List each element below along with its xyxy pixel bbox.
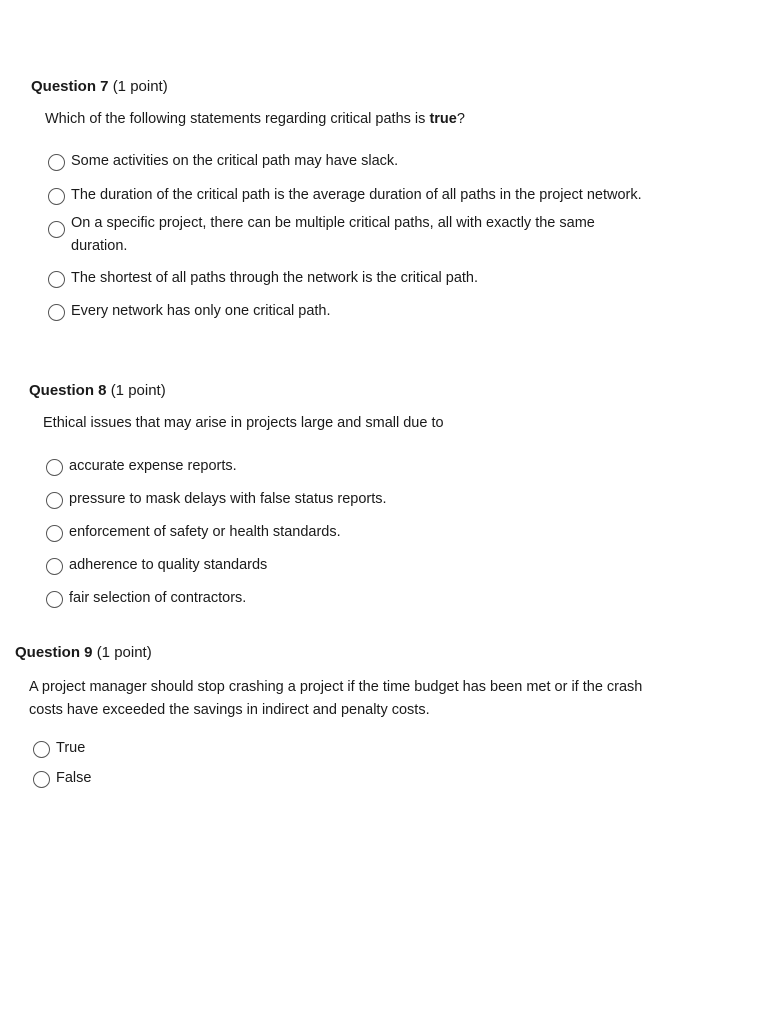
radio-button[interactable] bbox=[33, 771, 50, 788]
option-label: enforcement of safety or health standards. bbox=[69, 524, 341, 540]
option-label: On a specific project, there can be multiple critical paths, all with exactly the same duration. bbox=[71, 215, 595, 254]
radio-button[interactable] bbox=[48, 221, 65, 238]
question-points: (1 point) bbox=[112, 78, 168, 95]
answer-option[interactable] bbox=[46, 587, 746, 610]
question-label: Question 7 bbox=[31, 78, 109, 95]
option-label: The duration of the critical path is the average duration of all paths in the project network. bbox=[71, 187, 642, 203]
option-label: True bbox=[56, 740, 86, 756]
question-8-title bbox=[29, 382, 166, 399]
question-points: (1 point) bbox=[110, 382, 166, 399]
question-7-title bbox=[31, 78, 168, 95]
answer-option[interactable] bbox=[48, 267, 748, 290]
answer-option[interactable] bbox=[33, 737, 233, 760]
question-9-title bbox=[15, 644, 152, 661]
radio-button[interactable] bbox=[33, 741, 50, 758]
answer-option[interactable] bbox=[48, 184, 748, 207]
option-label: fair selection of contractors. bbox=[69, 590, 247, 606]
question-label: Question 9 bbox=[15, 644, 93, 661]
answer-option[interactable] bbox=[46, 521, 746, 544]
option-label: adherence to quality standards bbox=[69, 557, 268, 573]
option-label: False bbox=[56, 770, 92, 786]
answer-option[interactable] bbox=[46, 554, 746, 577]
radio-button[interactable] bbox=[46, 558, 63, 575]
radio-button[interactable] bbox=[46, 525, 63, 542]
answer-option[interactable] bbox=[48, 150, 748, 173]
option-label: pressure to mask delays with false status reports. bbox=[69, 491, 387, 507]
answer-option[interactable] bbox=[46, 488, 746, 511]
option-label: Every network has only one critical path. bbox=[71, 303, 331, 319]
question-8-prompt: Ethical issues that may arise in projects large and small due to bbox=[43, 415, 444, 431]
radio-button[interactable] bbox=[46, 591, 63, 608]
radio-button[interactable] bbox=[46, 492, 63, 509]
radio-button[interactable] bbox=[46, 459, 63, 476]
question-points: (1 point) bbox=[96, 644, 152, 661]
prompt-emphasis: true bbox=[429, 111, 457, 127]
option-label: Some activities on the critical path may have slack. bbox=[71, 153, 399, 169]
radio-button[interactable] bbox=[48, 154, 65, 171]
answer-option[interactable] bbox=[33, 767, 233, 790]
question-9-prompt: A project manager should stop crashing a project if the time budget has been met or if the crash costs have exceeded the savings in indirect and penalty costs. bbox=[29, 679, 643, 718]
option-label: accurate expense reports. bbox=[69, 458, 237, 474]
radio-button[interactable] bbox=[48, 271, 65, 288]
question-7-prompt bbox=[45, 108, 725, 131]
answer-option[interactable] bbox=[48, 212, 648, 258]
answer-option[interactable] bbox=[46, 455, 746, 478]
question-label: Question 8 bbox=[29, 382, 107, 399]
answer-option[interactable] bbox=[48, 300, 748, 323]
prompt-text-end: ? bbox=[456, 111, 465, 127]
radio-button[interactable] bbox=[48, 304, 65, 321]
prompt-text: Which of the following statements regarding critical paths is bbox=[45, 111, 430, 127]
radio-button[interactable] bbox=[48, 188, 65, 205]
option-label: The shortest of all paths through the network is the critical path. bbox=[71, 270, 479, 286]
